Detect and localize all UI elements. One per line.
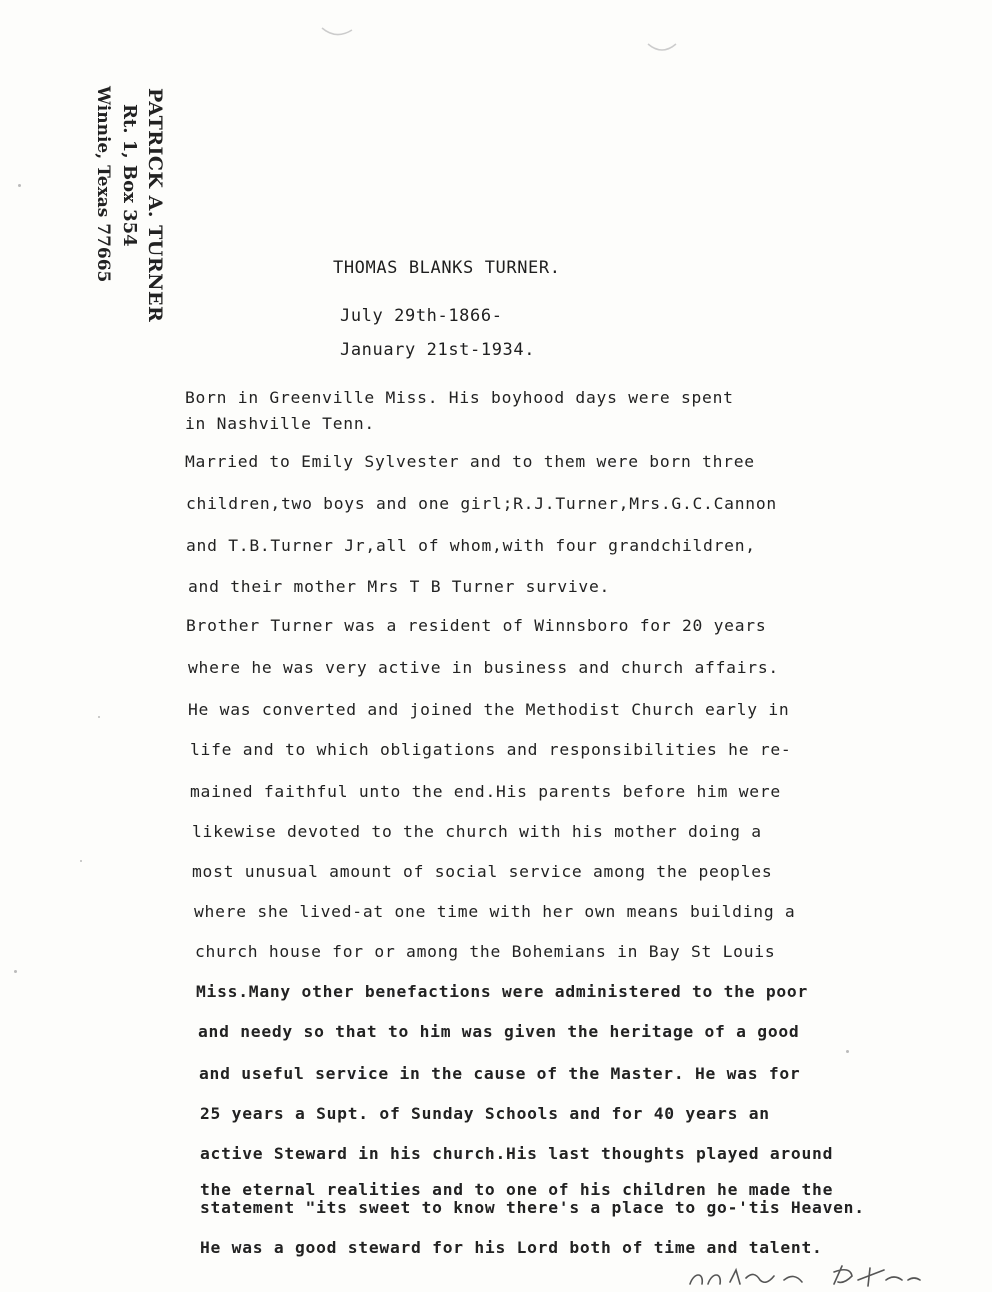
death-date: January 21st-1934. xyxy=(340,340,536,360)
body-line: He was a good steward for his Lord both of time and talent. xyxy=(200,1238,823,1257)
stamp-address: Rt. 1, Box 354 xyxy=(119,104,140,247)
body-line: likewise devoted to the church with his mother doing a xyxy=(192,822,762,841)
body-line: where he was very active in business and church affairs. xyxy=(188,658,779,677)
scan-speck xyxy=(98,716,100,718)
body-line: in Nashville Tenn. xyxy=(185,414,375,433)
body-line: Brother Turner was a resident of Winnsboro for 20 years xyxy=(186,616,767,635)
page-title: THOMAS BLANKS TURNER. xyxy=(333,258,561,278)
body-line: life and to which obligations and responsibilities he re- xyxy=(190,740,792,759)
handwritten-signature xyxy=(684,1258,934,1292)
body-line: mained faithful unto the end.His parents before him were xyxy=(190,782,781,801)
body-line: active Steward in his church.His last thoughts played around xyxy=(200,1144,834,1163)
body-line: Married to Emily Sylvester and to them were born three xyxy=(185,452,755,471)
body-line: Miss.Many other benefactions were administered to the poor xyxy=(196,982,809,1001)
body-line: and their mother Mrs T B Turner survive. xyxy=(188,577,611,596)
body-line: statement "its sweet to know there's a place to go-'tis Heaven. xyxy=(200,1198,865,1217)
body-line: and T.B.Turner Jr,all of whom,with four grandchildren, xyxy=(186,536,756,555)
birth-date: July 29th-1866- xyxy=(340,306,503,326)
stamp-name: PATRICK A. TURNER xyxy=(144,88,166,323)
address-stamp xyxy=(68,86,168,323)
body-line: children,two boys and one girl;R.J.Turner,Mrs.G.C.Cannon xyxy=(186,494,777,513)
scan-speck xyxy=(846,1050,849,1053)
body-line: and needy so that to him was given the heritage of a good xyxy=(198,1022,800,1041)
scan-speck xyxy=(18,184,21,187)
scan-speck xyxy=(80,860,82,862)
body-line: church house for or among the Bohemians in Bay St Louis xyxy=(195,942,776,961)
body-line: the eternal realities and to one of his children he made the xyxy=(200,1180,834,1199)
body-line: He was converted and joined the Methodist Church early in xyxy=(188,700,790,719)
punch-hole-marks xyxy=(0,0,992,60)
stamp-city: Winnie, Texas 77665 xyxy=(93,86,113,283)
body-line: 25 years a Supt. of Sunday Schools and for 40 years an xyxy=(200,1104,770,1123)
body-line: where she lived-at one time with her own means building a xyxy=(194,902,796,921)
body-line: and useful service in the cause of the Master. He was for xyxy=(199,1064,801,1083)
scan-speck xyxy=(14,970,17,973)
body-line: Born in Greenville Miss. His boyhood days were spent xyxy=(185,388,734,407)
body-line: most unusual amount of social service among the peoples xyxy=(192,862,773,881)
